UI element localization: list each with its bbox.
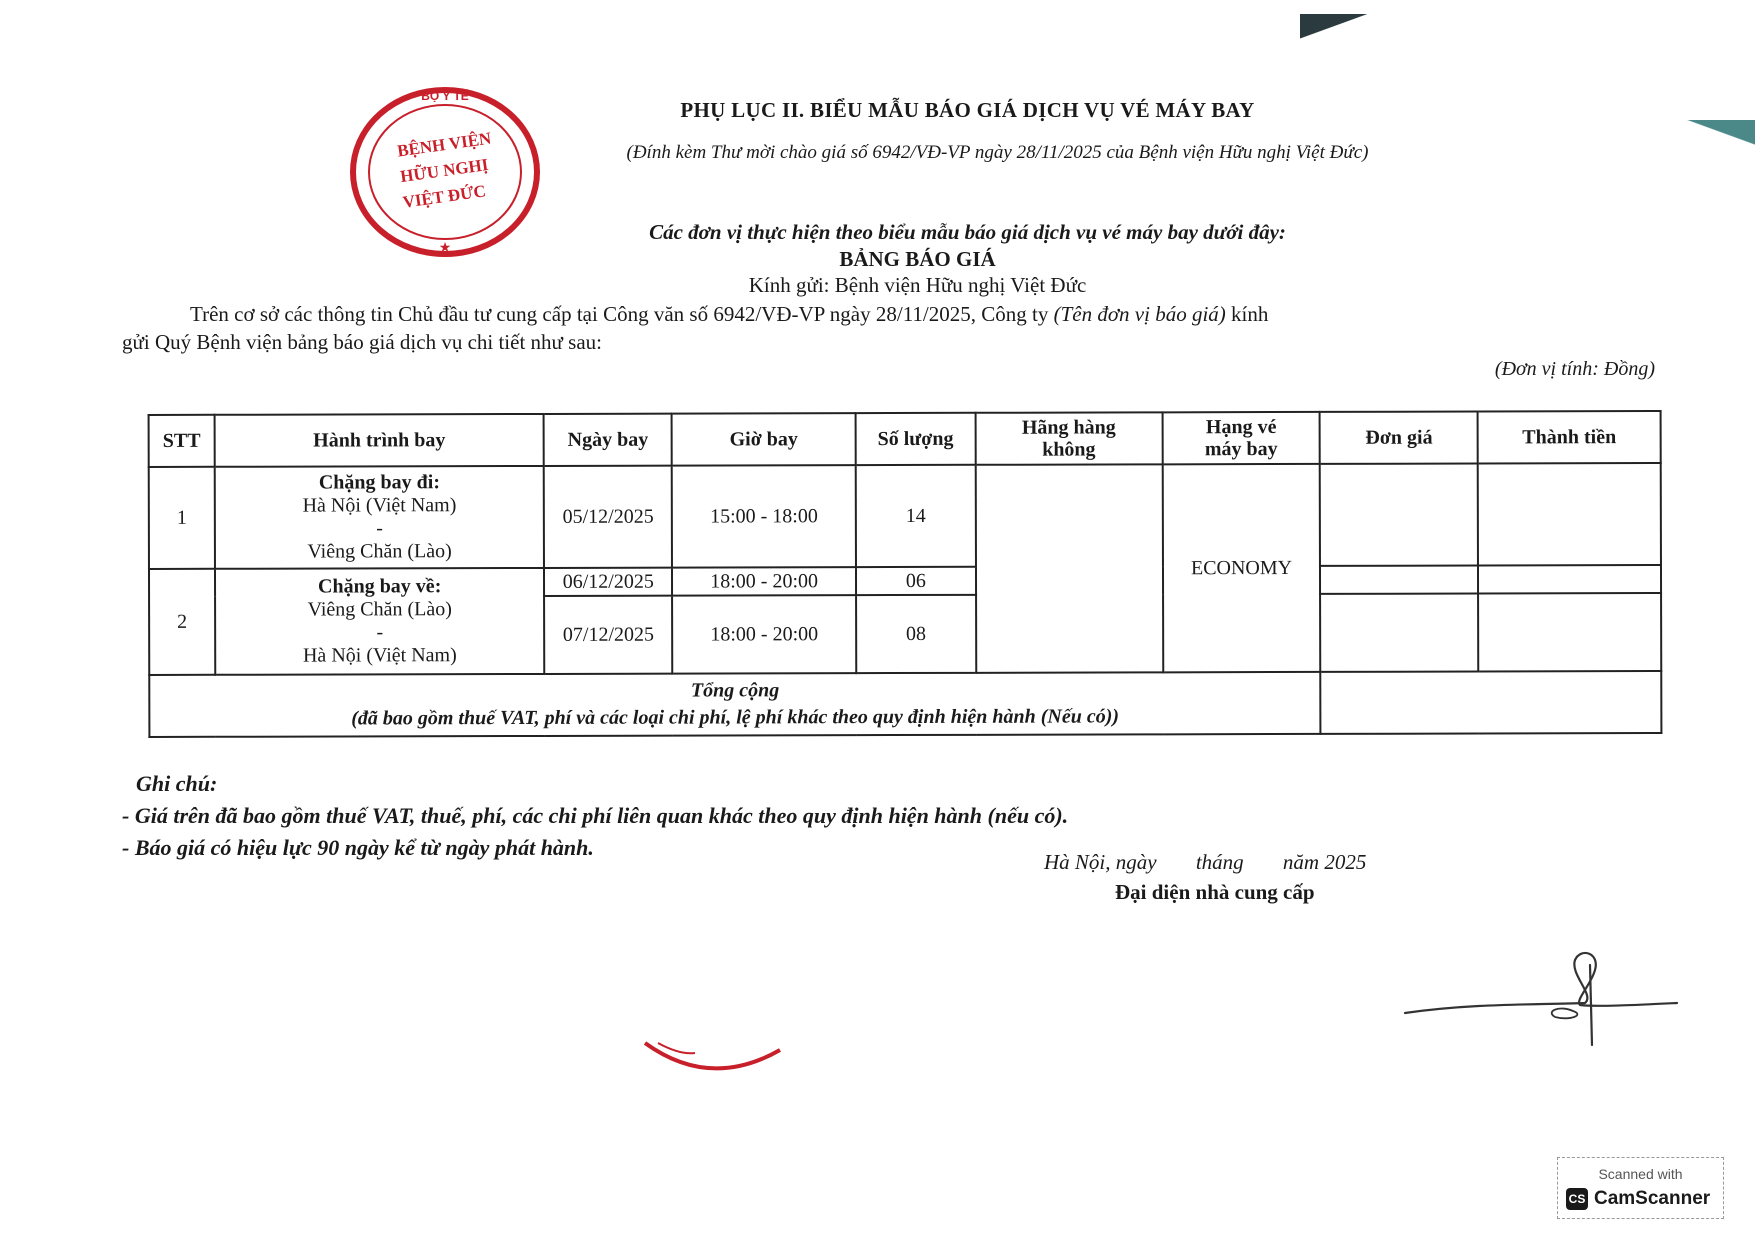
row1-to: Viêng Chăn (Lào)	[307, 540, 452, 563]
body-paragraph-line1	[190, 302, 1268, 327]
row2b-time: 18:00 - 20:00	[672, 595, 856, 673]
currency-unit: (Đơn vị tính: Đồng)	[1494, 358, 1655, 380]
total-note: (đã bao gồm thuế VAT, phí và các loại chi phí, lệ phí khác theo quy định hiện hành (Nếu có))	[351, 705, 1120, 730]
row2a-qty: 06	[856, 567, 976, 595]
row1-leg-title: Chặng bay đi:	[318, 471, 441, 494]
paper-tear-top	[1300, 14, 1380, 54]
row2-from: Viêng Chăn (Lào)	[307, 598, 452, 621]
row2b-unit-price	[1321, 593, 1479, 671]
row1-qty: 14	[856, 465, 976, 567]
camscanner-logo-icon: CS	[1566, 1188, 1588, 1210]
header-stt: STT	[149, 415, 215, 467]
row2b-date: 07/12/2025	[544, 596, 672, 674]
stamp-line-3: VIỆT ĐỨC	[401, 181, 487, 212]
header-class: Hạng vé máy bay	[1162, 412, 1320, 464]
row1-route	[215, 466, 545, 569]
header-route: Hành trình bay	[215, 414, 545, 467]
document-subtitle: (Đính kèm Thư mời chào giá số 6942/VĐ-VP ngày 28/11/2025 của Bệnh viện Hữu nghị Việt Đức)	[626, 142, 1369, 163]
date-place-day: Hà Nội, ngày	[1044, 850, 1157, 874]
total-amount-cell	[1321, 671, 1662, 734]
para-text-a: Trên cơ sở các thông tin Chủ đầu tư cung cấp tại Công văn số 6942/VĐ-VP ngày 28/11/2025, Công ty	[190, 302, 1054, 326]
row1-amount	[1478, 463, 1661, 565]
svg-text:★: ★	[438, 239, 452, 255]
row2b-qty: 08	[856, 595, 976, 673]
handwritten-signature	[1395, 945, 1685, 1055]
stamp-line-2: HỮU NGHỊ	[399, 154, 490, 187]
class-cell: ECONOMY	[1162, 464, 1320, 672]
date-line	[1044, 850, 1400, 875]
para-company-placeholder: (Tên đơn vị báo giá)	[1053, 302, 1226, 326]
row2a-unit-price	[1320, 565, 1478, 593]
row2a-amount	[1478, 565, 1661, 593]
airline-cell	[975, 464, 1162, 672]
row2b-amount	[1478, 593, 1661, 671]
row2-dash: -	[376, 621, 384, 644]
camscanner-caption: Scanned with	[1598, 1166, 1683, 1182]
row2a-time: 18:00 - 20:00	[672, 567, 856, 595]
row2a-date: 06/12/2025	[544, 568, 672, 596]
total-label: Tổng cộng	[690, 679, 780, 702]
date-month: tháng	[1195, 850, 1244, 874]
header-date: Ngày bay	[544, 414, 672, 466]
body-paragraph-line2: gửi Quý Bệnh viện bảng báo giá dịch vụ chi tiết như sau:	[122, 330, 603, 354]
camscanner-name: CamScanner	[1594, 1188, 1711, 1209]
total-label-cell	[149, 672, 1321, 737]
row1-from: Hà Nội (Việt Nam)	[302, 494, 457, 517]
row2-to: Hà Nội (Việt Nam)	[302, 644, 457, 667]
date-year: năm 2025	[1282, 850, 1367, 874]
header-unit-price: Đơn giá	[1320, 411, 1478, 463]
camscanner-badge	[1557, 1157, 1724, 1219]
row2-leg-title: Chặng bay về:	[317, 575, 442, 598]
header-amount: Thành tiền	[1478, 411, 1661, 463]
stamp-fragment	[640, 1035, 790, 1085]
page-bottom-margin	[0, 1110, 1755, 1240]
document-title: PHỤ LỤC II. BIỂU MẪU BÁO GIÁ DỊCH VỤ VÉ MÁY BAY	[680, 98, 1255, 122]
row1-date: 05/12/2025	[544, 466, 672, 568]
row1-unit-price	[1320, 463, 1478, 565]
row1-dash: -	[376, 517, 383, 540]
greeting-line: Kính gửi: Bệnh viện Hữu nghị Việt Đức	[748, 273, 1087, 297]
note-item-1: - Giá trên đã bao gồm thuế VAT, thuế, phí, các chi phí liên quan khác theo quy định hiện hành (nếu có).	[122, 803, 1069, 828]
table-header-row	[149, 411, 1661, 467]
row1-stt: 1	[149, 467, 215, 569]
stamp-ring-top: BỘ Y TẾ	[421, 89, 469, 103]
header-qty: Số lượng	[856, 413, 976, 465]
para-text-b: kính	[1225, 302, 1269, 326]
quote-board-title: BẢNG BÁO GIÁ	[839, 247, 996, 271]
header-airline: Hãng hàng không	[975, 412, 1162, 464]
table-row	[149, 463, 1661, 569]
notes-block	[122, 768, 1068, 864]
intro-line: Các đơn vị thực hiện theo biểu mẫu báo giá dịch vụ vé máy bay dưới đây:	[649, 220, 1286, 244]
table-total-row	[149, 671, 1661, 737]
row1-time: 15:00 - 18:00	[672, 465, 856, 567]
row2-stt: 2	[149, 569, 215, 675]
notes-heading: Ghi chú:	[136, 771, 218, 796]
signer-title: Đại diện nhà cung cấp	[1115, 880, 1315, 904]
table-row	[149, 565, 1661, 597]
quote-table	[148, 410, 1663, 738]
stamp-line-1: BỆNH VIỆN	[396, 128, 493, 161]
note-item-2: - Báo giá có hiệu lực 90 ngày kể từ ngày phát hành.	[122, 835, 594, 860]
header-time: Giờ bay	[672, 413, 856, 465]
row2-route	[215, 568, 545, 675]
